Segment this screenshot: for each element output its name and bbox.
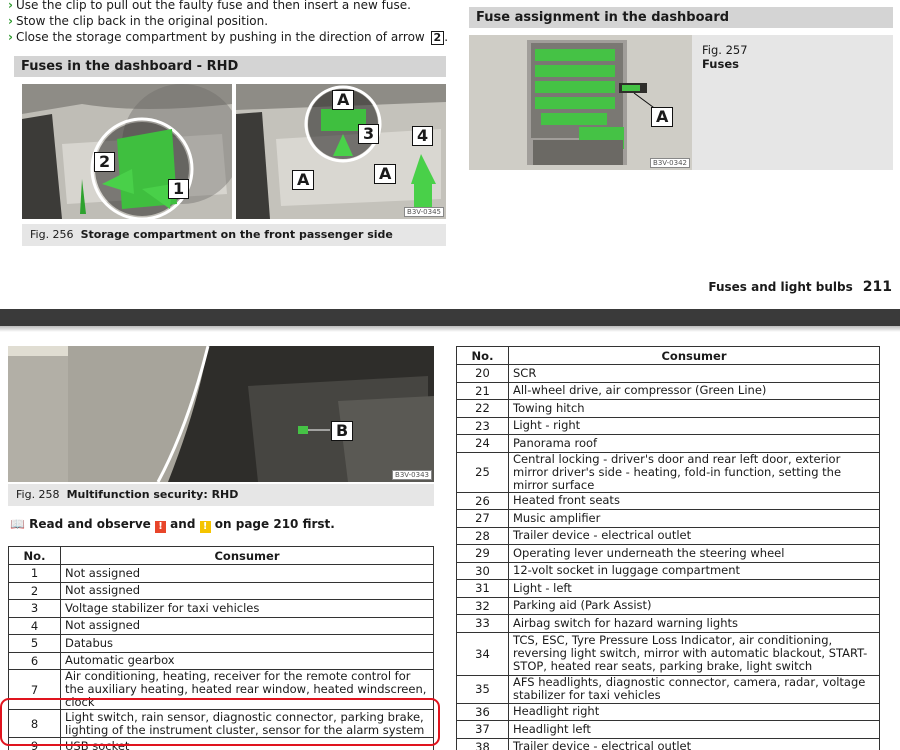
table-row: 6 Automatic gearbox	[9, 652, 434, 670]
table-row: 35 AFS headlights, diagnostic connector, camera, radar, voltage stabilizer for taxi vehicles	[457, 675, 880, 703]
table-row: 32 Parking aid (Park Assist)	[457, 597, 880, 615]
column-header-no: No.	[9, 547, 61, 565]
fig256-caption: Fig. 256 Storage compartment on the front passenger side	[22, 224, 446, 246]
table-row: 34 TCS, ESC, Tyre Pressure Loss Indicator, air conditioning, reversing light switch, mirror with automatic blackout, START-STOP, heated rear seats, parking brake, light switch	[457, 632, 880, 675]
column-header-consumer: Consumer	[509, 347, 880, 365]
fuse-box-illustration	[469, 35, 692, 170]
table-row: 33 Airbag switch for hazard warning lights	[457, 615, 880, 633]
callout-label: A	[292, 170, 314, 190]
table-row: 29 Operating lever underneath the steering wheel	[457, 545, 880, 563]
warning-red-icon: !	[155, 521, 166, 533]
section-heading-rhd: Fuses in the dashboard - RHD	[14, 56, 446, 77]
callout-label: A	[374, 164, 396, 184]
table-row: 28 Trailer device - electrical outlet	[457, 527, 880, 545]
table-row: 37 Headlight left	[457, 721, 880, 739]
figure-code: B3V-0342	[650, 158, 690, 168]
table-row: 31 Light - left	[457, 580, 880, 598]
fig257-diagram	[469, 35, 692, 170]
warning-yellow-icon: !	[200, 521, 211, 533]
table-row: 20 SCR	[457, 365, 880, 383]
fig257-caption: Fig. 257 Fuses	[692, 35, 893, 170]
bullet-arrow-icon: ›	[8, 30, 13, 44]
fig258-illustration	[8, 346, 434, 482]
column-header-consumer: Consumer	[61, 547, 434, 565]
table-row: 38 Trailer device - electrical outlet	[457, 738, 880, 750]
page-divider	[0, 309, 900, 326]
table-row: 9 USB socket	[9, 738, 434, 750]
book-icon: 📖	[10, 517, 25, 531]
section-heading-fuse-assignment: Fuse assignment in the dashboard	[469, 7, 893, 28]
table-row: 21 All-wheel drive, air compressor (Green Line)	[457, 382, 880, 400]
table-row: 2 Not assigned	[9, 582, 434, 600]
arrow-number-box: 2	[431, 31, 445, 45]
callout-label: A	[332, 90, 354, 110]
table-header-row	[457, 347, 880, 365]
row-highlight-outline	[0, 698, 440, 746]
table-row: 23 Light - right	[457, 417, 880, 435]
fig256-photo-left	[22, 84, 232, 219]
table-row: 5 Databus	[9, 635, 434, 653]
instruction-item: › Stow the clip back in the original position.	[8, 14, 269, 28]
callout-label: 2	[94, 152, 115, 172]
fig258-caption: Fig. 258 Multifunction security: RHD	[8, 484, 434, 506]
callout-label: 3	[358, 124, 379, 144]
read-observe-note: 📖 Read and observe ! and ! on page 210 first.	[10, 517, 335, 532]
table-header-row	[9, 547, 434, 565]
table-row: 26 Heated front seats	[457, 492, 880, 510]
callout-label: B	[331, 421, 353, 441]
table-row: 4 Not assigned	[9, 617, 434, 635]
page-divider-shadow	[0, 326, 900, 332]
page-footer	[708, 279, 892, 295]
table-row: 8 Light switch, rain sensor, diagnostic connector, parking brake, lighting of the instrument cluster, sensor for the alarm system	[9, 710, 434, 738]
fuse-table-right	[456, 346, 880, 750]
table-row: 24 Panorama roof	[457, 435, 880, 453]
figure-code: B3V-0345	[404, 207, 444, 217]
table-row: 22 Towing hitch	[457, 400, 880, 418]
instruction-item: › Use the clip to pull out the faulty fuse and then insert a new fuse.	[8, 0, 411, 12]
callout-label: A	[651, 107, 673, 127]
fig256-photo-right	[236, 84, 446, 219]
fig256-left-illustration	[22, 84, 232, 219]
table-row: 36 Headlight right	[457, 703, 880, 721]
table-row: 30 12-volt socket in luggage compartment	[457, 562, 880, 580]
column-header-no: No.	[457, 347, 509, 365]
instruction-list	[8, 0, 448, 45]
page-number: 211	[862, 279, 892, 295]
chapter-title: Fuses and light bulbs	[708, 280, 853, 294]
table-row: 7 Air conditioning, heating, receiver for the remote control for the auxiliary heating, heated rear window, heated windscreen, clock	[9, 670, 434, 710]
instruction-item: › Close the storage compartment by pushing in the direction of arrow 2 .	[8, 30, 449, 44]
bullet-arrow-icon: ›	[8, 0, 13, 12]
figure-code: B3V-0343	[392, 470, 432, 480]
table-row: 25 Central locking - driver's door and rear left door, exterior mirror driver's side - heating, fold-in function, setting the mirror surface	[457, 452, 880, 492]
table-row: 27 Music amplifier	[457, 510, 880, 528]
fig258-photo	[8, 346, 434, 482]
callout-label: 1	[168, 179, 189, 199]
table-row: 1 Not assigned	[9, 565, 434, 583]
callout-label: 4	[412, 126, 433, 146]
table-row: 3 Voltage stabilizer for taxi vehicles	[9, 600, 434, 618]
bullet-arrow-icon: ›	[8, 14, 13, 28]
